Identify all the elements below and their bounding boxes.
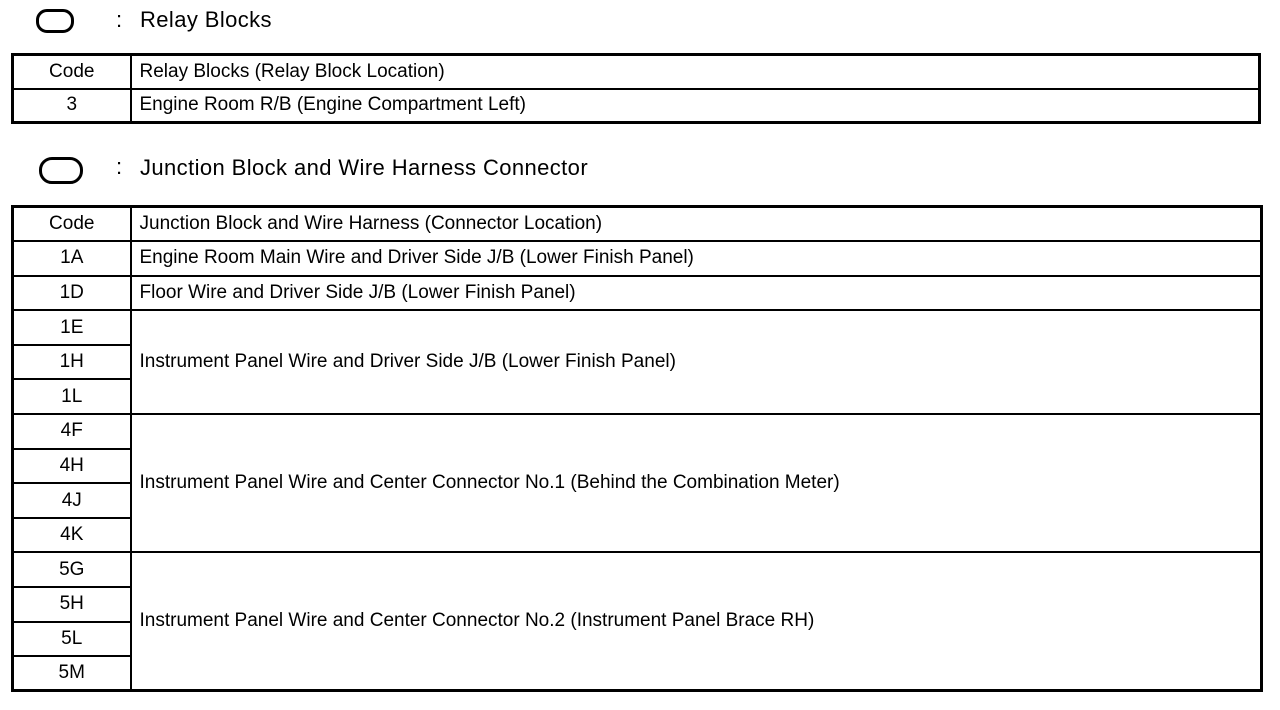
table-row xyxy=(13,276,1262,311)
connector-location-cell: Instrument Panel Wire and Driver Side J/B (Lower Finish Panel) xyxy=(131,310,1262,414)
connector-code-cell: 5M xyxy=(13,656,131,691)
connector-code-cell: 5G xyxy=(13,552,131,587)
junction-section-title: Junction Block and Wire Harness Connector xyxy=(140,155,589,180)
connector-code-cell: 1L xyxy=(13,379,131,414)
connector-code-cell: 5L xyxy=(13,622,131,657)
junction-section-colon: : xyxy=(116,154,123,179)
location-header: Relay Blocks (Relay Block Location) xyxy=(131,55,1260,89)
connector-code-cell: 4K xyxy=(13,518,131,553)
connector-location-cell: Floor Wire and Driver Side J/B (Lower Finish Panel) xyxy=(131,276,1262,311)
connector-location-cell: Instrument Panel Wire and Center Connector No.1 (Behind the Combination Meter) xyxy=(131,414,1262,552)
relay-code-cell: 3 xyxy=(13,89,131,123)
junction-block-symbol-icon xyxy=(39,157,83,184)
relay-section-colon: : xyxy=(116,7,123,32)
table-row xyxy=(13,241,1262,276)
junction-block-table xyxy=(11,205,1263,692)
connector-code-cell: 4J xyxy=(13,483,131,518)
relay-blocks-table xyxy=(11,53,1261,124)
relay-block-symbol-icon xyxy=(36,9,74,33)
connector-code-cell: 1A xyxy=(13,241,131,276)
connector-code-cell: 4F xyxy=(13,414,131,449)
table-header-row xyxy=(13,207,1262,242)
table-header-row xyxy=(13,55,1260,89)
table-row xyxy=(13,552,1262,587)
location-header: Junction Block and Wire Harness (Connector Location) xyxy=(131,207,1262,242)
connector-code-cell: 1D xyxy=(13,276,131,311)
connector-location-cell: Engine Room Main Wire and Driver Side J/B (Lower Finish Panel) xyxy=(131,241,1262,276)
connector-location-cell: Instrument Panel Wire and Center Connector No.2 (Instrument Panel Brace RH) xyxy=(131,552,1262,690)
connector-code-cell: 1E xyxy=(13,310,131,345)
connector-code-cell: 1H xyxy=(13,345,131,380)
connector-code-cell: 5H xyxy=(13,587,131,622)
table-row xyxy=(13,89,1260,123)
relay-section-title: Relay Blocks xyxy=(140,7,272,32)
code-header: Code xyxy=(13,55,131,89)
relay-location-cell: Engine Room R/B (Engine Compartment Left) xyxy=(131,89,1260,123)
code-header: Code xyxy=(13,207,131,242)
table-row xyxy=(13,414,1262,449)
connector-code-cell: 4H xyxy=(13,449,131,484)
table-row xyxy=(13,310,1262,345)
